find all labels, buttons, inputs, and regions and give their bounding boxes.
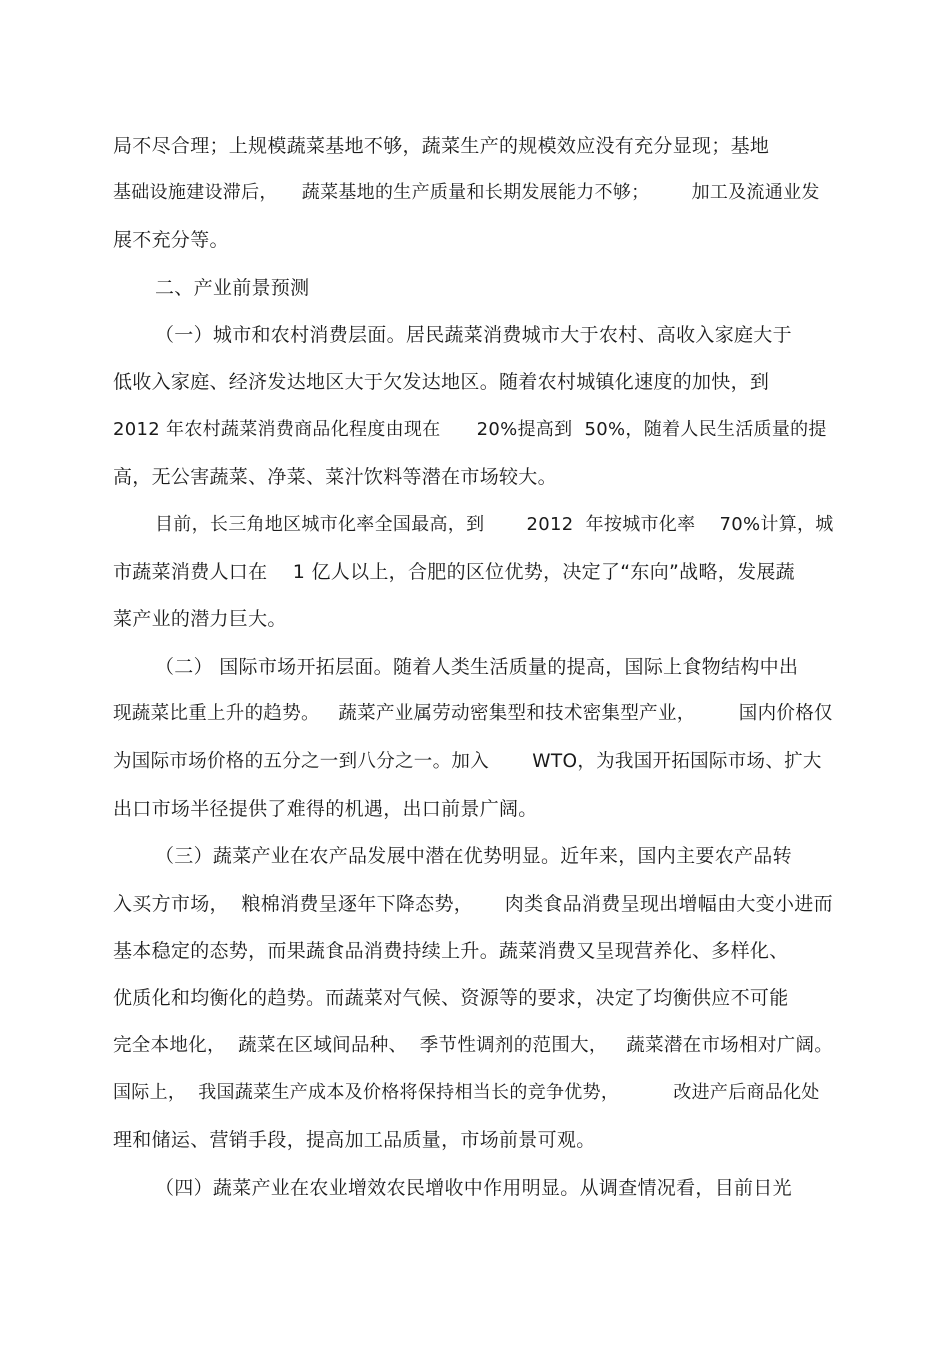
text-line: 理和储运、营销手段，提高加工品质量，市场前景可观。 <box>113 1129 596 1151</box>
text-line: 局不尽合理；上规模蔬菜基地不够，蔬菜生产的规模效应没有充分显现；基地 <box>113 135 770 157</box>
text-line: 高，无公害蔬菜、净菜、菜汁饮料等潜在市场较大。 <box>113 466 557 488</box>
text-line: （四）蔬菜产业在农业增效农民增收中作用明显。从调查情况看，目前日光 <box>155 1177 792 1199</box>
text-line: 优质化和均衡化的趋势。而蔬菜对气候、资源等的要求，决定了均衡供应不可能 <box>113 987 789 1009</box>
text-line: 展不充分等。 <box>113 229 229 251</box>
text-line: 出口市场半径提供了难得的机遇，出口前景广阔。 <box>113 798 538 820</box>
text-line: 基本稳定的态势，而果蔬食品消费持续上升。蔬菜消费又呈现营养化、多样化、 <box>113 940 789 962</box>
text-line: 国际上， 我国蔬菜生产成本及价格将保持相当长的竞争优势， 改进产后商品化处 <box>113 1082 820 1103</box>
text-line: 为国际市场价格的五分之一到八分之一。加入 WTO，为我国开拓国际市场、扩大 <box>113 751 822 772</box>
text-line: （三）蔬菜产业在农产品发展中潜在优势明显。近年来，国内主要农产品转 <box>155 845 792 867</box>
text-line: （二） 国际市场开拓层面。随着人类生活质量的提高，国际上食物结构中出 <box>155 656 799 678</box>
text-line: 现蔬菜比重上升的趋势。 蔬菜产业属劳动密集型和技术密集型产业， 国内价格仅 <box>113 703 833 724</box>
text-line: 市蔬菜消费人口在 1 亿人以上，合肥的区位优势，决定了“东向”战略，发展蔬 <box>113 561 795 583</box>
text-line: 菜产业的潜力巨大。 <box>113 608 287 630</box>
section-heading: 二、产业前景预测 <box>155 277 310 299</box>
text-line: 入买方市场， 粮棉消费呈逐年下降态势， 肉类食品消费呈现出增幅由大变小进而 <box>113 893 833 915</box>
text-line: 基础设施建设滞后， 蔬菜基地的生产质量和长期发展能力不够； 加工及流通业发 <box>113 182 820 203</box>
text-line: 目前，长三角地区城市化率全国最高，到 2012 年按城市化率 70%计算，城 <box>155 514 834 535</box>
text-line: 2012 年农村蔬菜消费商品化程度由现在 20%提高到 50%，随着人民生活质量的提 <box>113 419 827 440</box>
text-line: （一）城市和农村消费层面。居民蔬菜消费城市大于农村、高收入家庭大于 <box>155 324 792 346</box>
text-line: 完全本地化， 蔬菜在区域间品种、 季节性调剂的范围大， 蔬菜潜在市场相对广阔。 <box>113 1035 834 1056</box>
text-line: 低收入家庭、经济发达地区大于欠发达地区。随着农村城镇化速度的加快，到 <box>113 371 770 393</box>
